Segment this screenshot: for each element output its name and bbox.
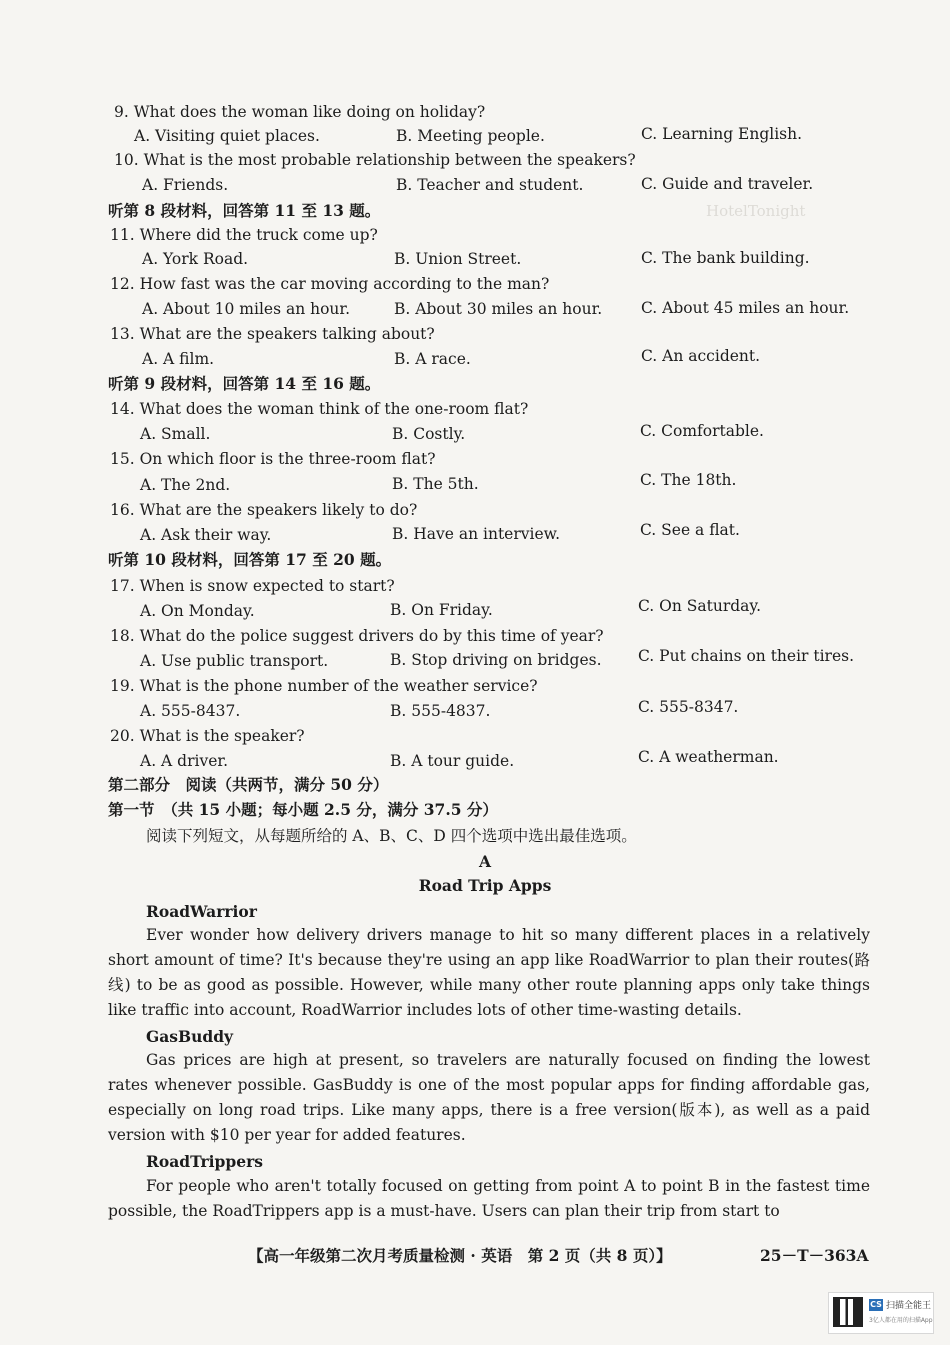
- page-footer: 【高一年级第二次月考质量检测 · 英语 第 2 页（共 8 页）】: [248, 1246, 672, 1265]
- app-name-roadwarrior: RoadWarrior: [146, 902, 257, 921]
- question-20: 20. What is the speaker?: [110, 727, 305, 745]
- option-19b: B. 555-4837.: [390, 702, 491, 720]
- bleed-through-text: HotelTonight: [706, 202, 806, 220]
- app-name-roadtrippers: RoadTrippers: [146, 1152, 263, 1171]
- app-name-gasbuddy: GasBuddy: [146, 1027, 234, 1046]
- option-15a: A. The 2nd.: [140, 476, 231, 494]
- paragraph-roadtrippers: [108, 1174, 870, 1224]
- option-17c: C. On Saturday.: [638, 597, 762, 615]
- roadwarrior-text: Ever wonder how delivery drivers manage to hit so many different places in a relatively short amount of time? It's because they're using an app like RoadWarrior to plan their routes(路线) to be as good as possible. However, while many other route planning apps only take things like traffic into account, RoadWarrior includes lots of other time-wasting details.: [108, 926, 870, 1019]
- option-14c: C. Comfortable.: [640, 422, 764, 440]
- option-19c: C. 555-8347.: [638, 698, 739, 716]
- option-18b: B. Stop driving on bridges.: [390, 651, 602, 669]
- section-1-heading: 第一节 （共 15 小题；每小题 2.5 分，满分 37.5 分）: [108, 800, 498, 819]
- option-10c: C. Guide and traveler.: [641, 175, 814, 193]
- part-2-heading: 第二部分 阅读（共两节，满分 50 分）: [108, 775, 389, 794]
- option-16a: A. Ask their way.: [140, 526, 272, 544]
- option-13c: C. An accident.: [641, 347, 761, 365]
- question-18: 18. What do the police suggest drivers do by this time of year?: [110, 627, 604, 645]
- option-18c: C. Put chains on their tires.: [638, 647, 855, 665]
- option-9a: A. Visiting quiet places.: [134, 127, 320, 145]
- option-14b: B. Costly.: [392, 425, 466, 443]
- option-12b: B. About 30 miles an hour.: [394, 300, 603, 318]
- roadtrippers-text: For people who aren't totally focused on getting from point A to point B in the fastest time possible, the RoadTrippers app is a must-have. Users can plan their trip from start to: [108, 1177, 870, 1220]
- option-10b: B. Teacher and student.: [396, 176, 584, 194]
- question-13: 13. What are the speakers talking about?: [110, 325, 435, 343]
- passage-letter: A: [478, 852, 492, 871]
- option-12a: A. About 10 miles an hour.: [142, 300, 351, 318]
- option-11a: A. York Road.: [142, 250, 249, 268]
- question-10: 10. What is the most probable relationship between the speakers?: [114, 151, 636, 169]
- question-16: 16. What are the speakers likely to do?: [110, 501, 418, 519]
- paragraph-roadwarrior: [108, 923, 870, 1023]
- scanner-watermark: [828, 1292, 934, 1334]
- option-17b: B. On Friday.: [390, 601, 493, 619]
- option-15b: B. The 5th.: [392, 475, 479, 493]
- question-11: 11. Where did the truck come up?: [110, 226, 378, 244]
- reading-instruction: 阅读下列短文，从每题所给的 A、B、C、D 四个选项中选出最佳选项。: [146, 827, 637, 845]
- gasbuddy-text: Gas prices are high at present, so travelers are naturally focused on finding the lowest rates whenever possible. GasBuddy is one of the most popular apps for finding affordable gas, especially on long road trips. Like many apps, there is a free version(版本), as well as a paid version with $10 per year for added features.: [108, 1051, 870, 1144]
- question-17: 17. When is snow expected to start?: [110, 577, 395, 595]
- section-8-heading: 听第 8 段材料，回答第 11 至 13 题。: [108, 201, 381, 220]
- option-16b: B. Have an interview.: [392, 525, 561, 543]
- option-9b: B. Meeting people.: [396, 127, 545, 145]
- option-11b: B. Union Street.: [394, 250, 522, 268]
- option-14a: A. Small.: [140, 425, 211, 443]
- option-20c: C. A weatherman.: [638, 748, 779, 766]
- option-20b: B. A tour guide.: [390, 752, 515, 770]
- scanner-name: 扫描全能王: [886, 1301, 932, 1311]
- question-9: 9. What does the woman like doing on holiday?: [114, 103, 486, 121]
- question-12: 12. How fast was the car moving according to the man?: [110, 275, 550, 293]
- option-12c: C. About 45 miles an hour.: [641, 299, 850, 317]
- option-16c: C. See a flat.: [640, 521, 740, 539]
- option-20a: A. A driver.: [140, 752, 229, 770]
- question-19: 19. What is the phone number of the weather service?: [110, 677, 538, 695]
- paragraph-gasbuddy: [108, 1048, 870, 1148]
- option-13b: B. A race.: [394, 350, 471, 368]
- option-18a: A. Use public transport.: [140, 652, 329, 670]
- question-14: 14. What does the woman think of the one-room flat?: [110, 400, 529, 418]
- scanner-tagline: 3亿人都在用的扫描App: [869, 1317, 933, 1324]
- qr-code-icon: [833, 1297, 863, 1327]
- option-17a: A. On Monday.: [140, 602, 255, 620]
- scanner-logo-icon: CS: [870, 1300, 882, 1309]
- passage-title: Road Trip Apps: [418, 876, 552, 895]
- option-15c: C. The 18th.: [640, 471, 737, 489]
- option-13a: A. A film.: [142, 350, 215, 368]
- question-15: 15. On which floor is the three-room flat?: [110, 450, 436, 468]
- exam-code: 25－T－363A: [760, 1246, 869, 1265]
- option-19a: A. 555-8437.: [140, 702, 241, 720]
- option-11c: C. The bank building.: [641, 249, 810, 267]
- section-10-heading: 听第 10 段材料，回答第 17 至 20 题。: [108, 550, 392, 569]
- option-10a: A. Friends.: [142, 176, 229, 194]
- option-9c: C. Learning English.: [641, 125, 803, 143]
- section-9-heading: 听第 9 段材料，回答第 14 至 16 题。: [108, 374, 381, 393]
